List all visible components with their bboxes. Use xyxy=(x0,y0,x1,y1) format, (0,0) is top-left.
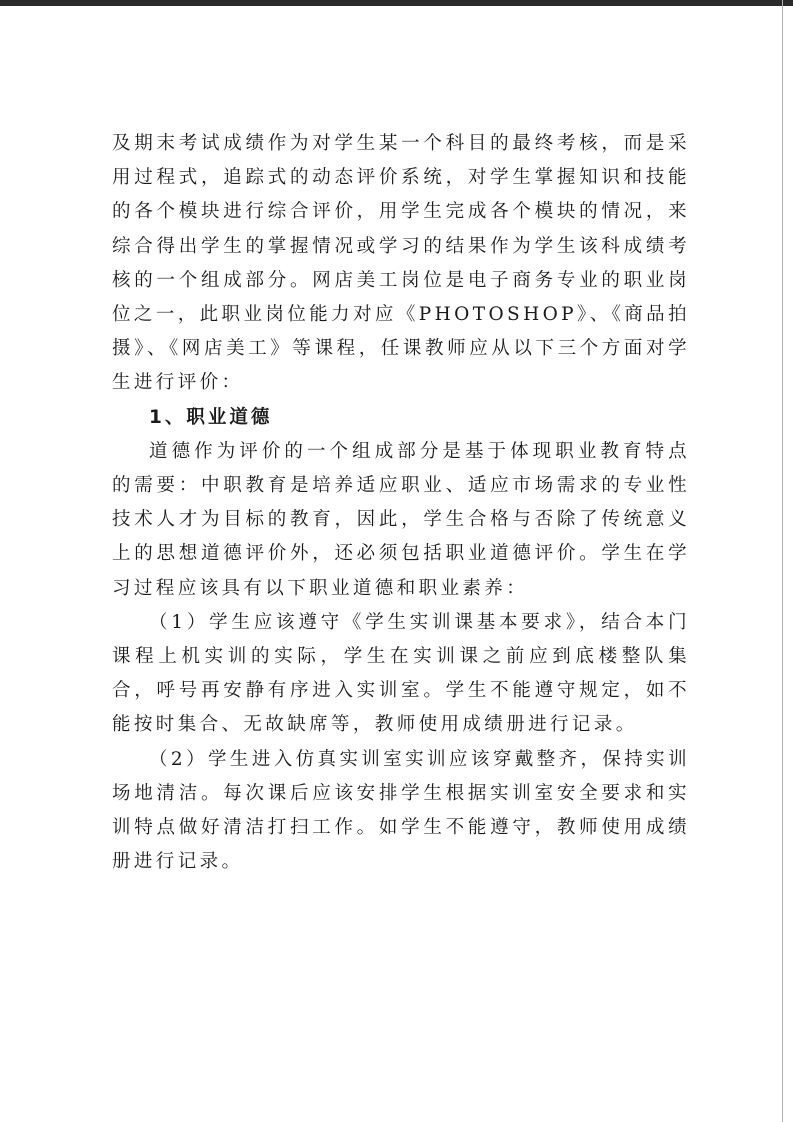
scan-right-border xyxy=(782,0,783,1122)
document-page xyxy=(112,127,690,879)
paragraph-evaluation-system: 及期末考试成绩作为对学生某一个科目的最终考核，而是采用过程式，追踪式的动态评价系统，对学生掌握知识和技能的各个模块进行综合评价，用学生完成各个模块的情况，来综合得出学生的掌握情况或学习的结果作为学生该科成绩考核的一个组成部分。网店美工岗位是电子商务专业的职业岗位之一，此职业岗位能力对应《PHOTOSHOP》、《商品拍摄》、《网店美工》等课程，任课教师应从以下三个方面对学生进行评价： xyxy=(112,133,690,394)
section-heading-professional-ethics: 1、职业道德 xyxy=(149,406,273,428)
scan-top-border xyxy=(0,0,793,6)
paragraph-rule-1: （1）学生应该遵守《学生实训课基本要求》，结合本门课程上机实训的实际，学生在实训课之前应到底楼整队集合，呼号再安静有序进入实训室。学生不能遵守规定，如不能按时集合、无故缺席等，教师使用成绩册进行记录。 xyxy=(112,611,690,736)
paragraph-ethics-intro: 道德作为评价的一个组成部分是基于体现职业教育特点的需要：中职教育是培养适应职业、适应市场需求的专业性技术人才为目标的教育，因此，学生合格与否除了传统意义上的思想道德评价外，还必须包括职业道德评价。学生在学习过程应该具有以下职业道德和职业素养： xyxy=(112,440,690,599)
paragraph-rule-2: （2）学生进入仿真实训室实训应该穿戴整齐，保持实训场地清洁。每次课后应该安排学生根据实训室安全要求和实训特点做好清洁打扫工作。如学生不能遵守，教师使用成绩册进行记录。 xyxy=(112,748,690,873)
